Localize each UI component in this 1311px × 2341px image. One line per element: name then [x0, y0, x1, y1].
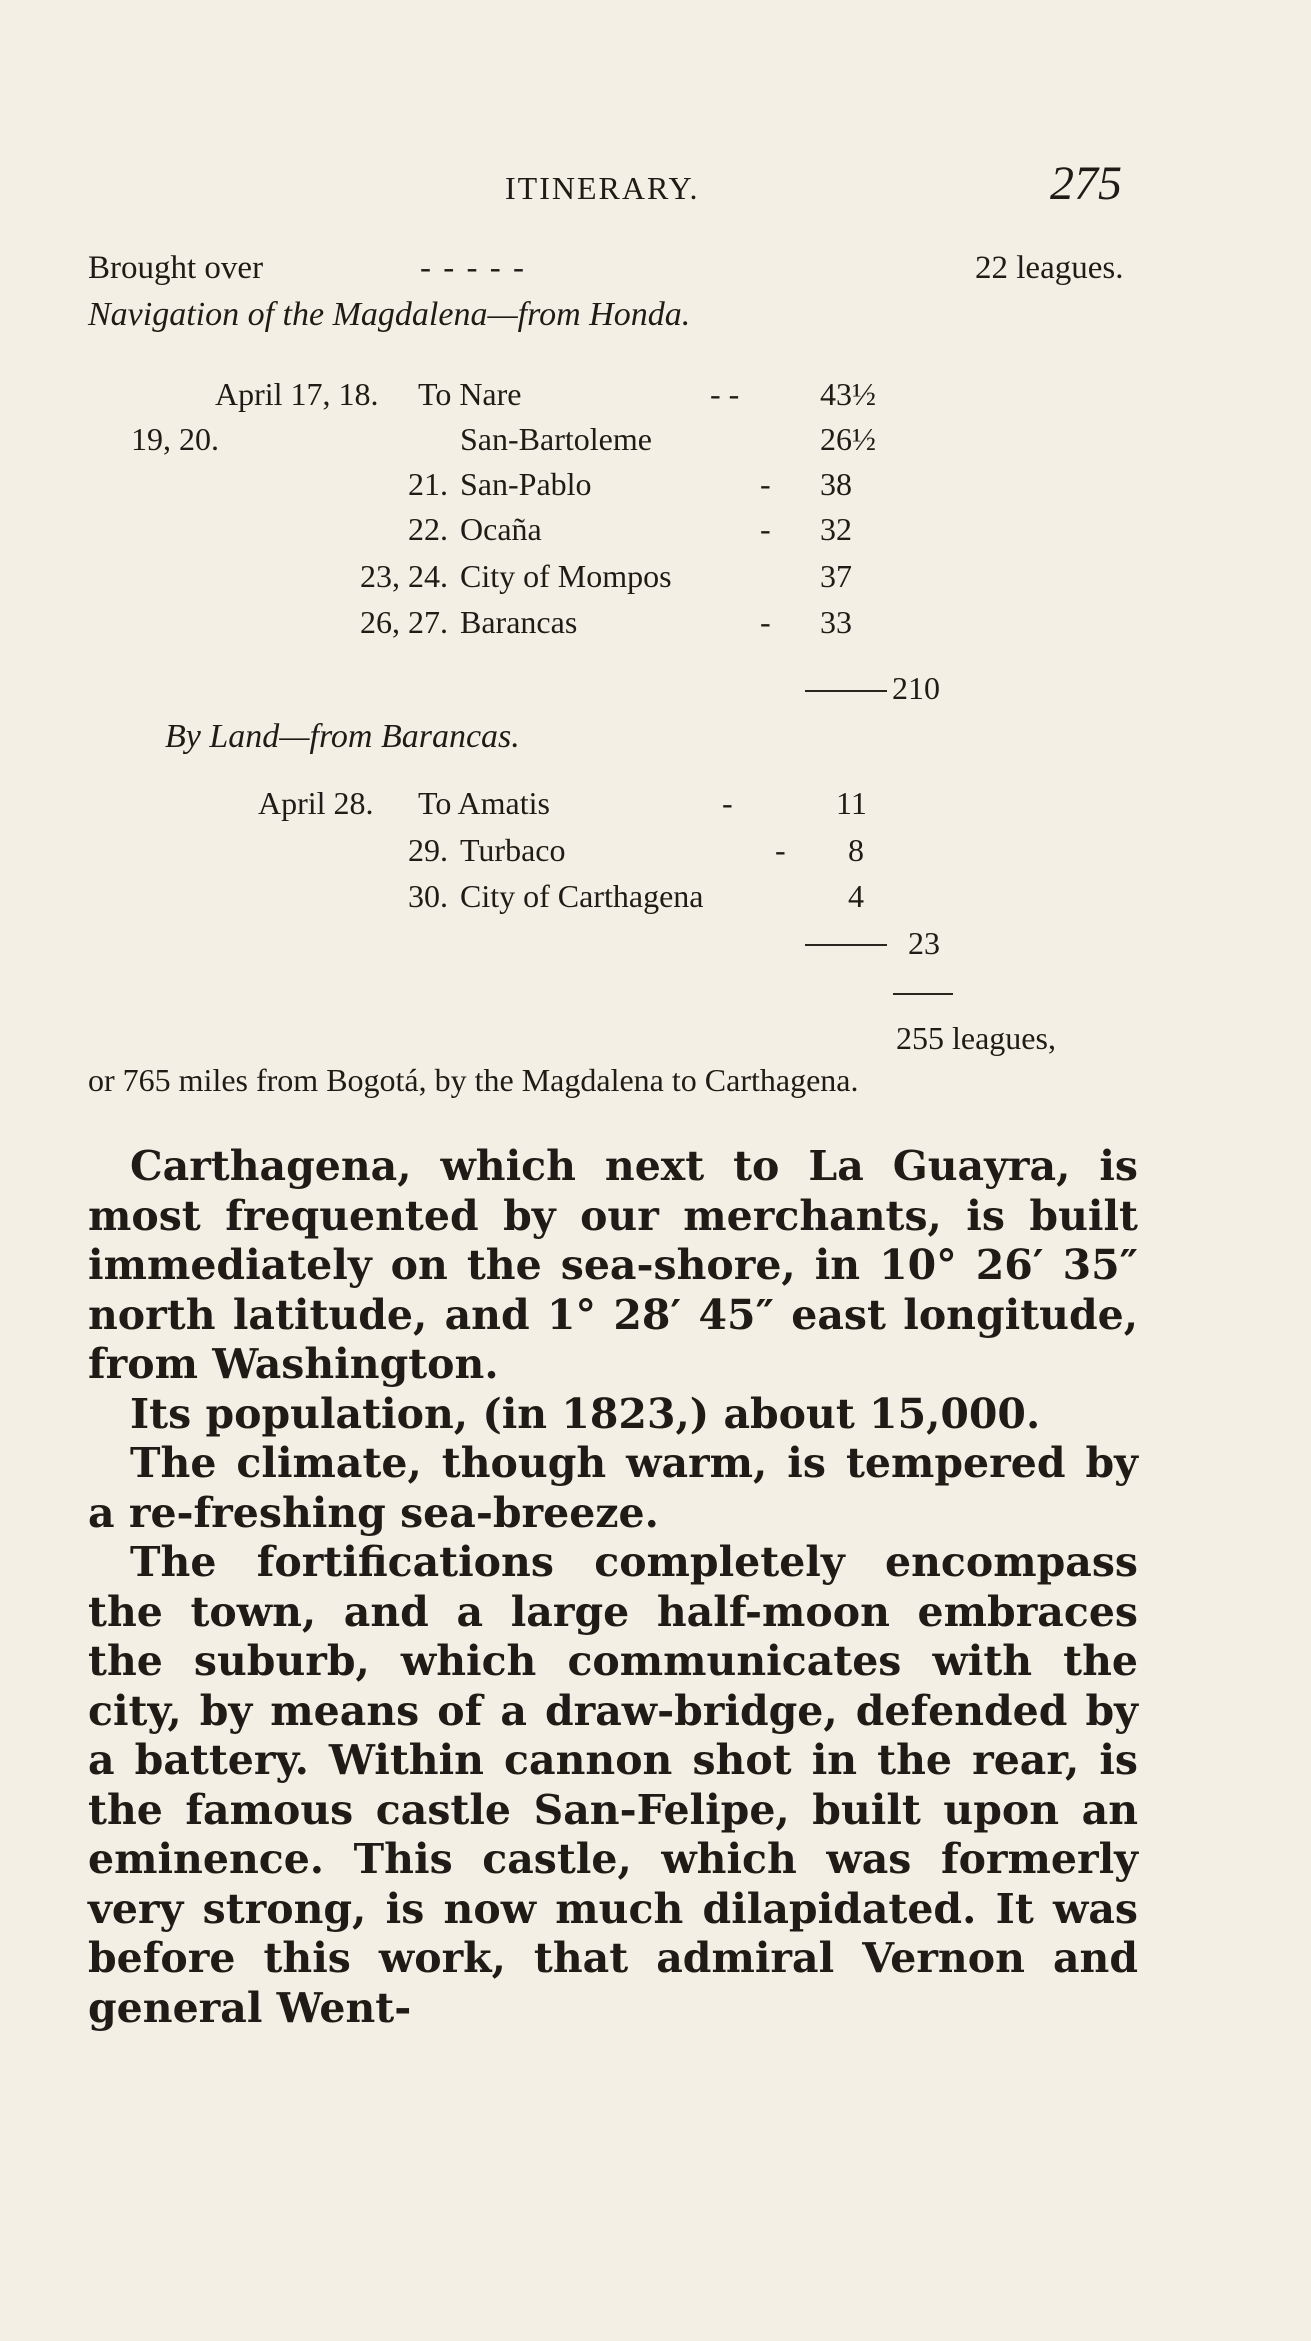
- table-row: [0, 466, 1311, 510]
- page-number: 275: [1050, 157, 1122, 210]
- table-row: [0, 558, 1311, 602]
- paragraph: Carthagena, which next to La Guayra, is most frequented by our merchants, is built immediately on the sea-shore, in 10° 26′ 35″ north latitude, and 1° 28′ 45″ east longitude, from Washington.: [88, 1142, 1138, 1388]
- table-row: [0, 421, 1311, 465]
- running-title: ITINERARY.: [505, 170, 700, 206]
- river-subtotal: 210: [892, 670, 940, 706]
- row-date: 19, 20.: [131, 421, 219, 457]
- paragraph: The climate, though warm, is tempered by a re-freshing sea-breeze.: [88, 1439, 1138, 1537]
- row-leagues: 43½: [820, 376, 876, 412]
- row-leagues: 37: [820, 558, 852, 594]
- row-place: To Amatis: [418, 785, 550, 821]
- row-date: 26, 27.: [360, 604, 448, 640]
- row-leagues: 8: [848, 832, 864, 868]
- paragraph: Its population, (in 1823,) about 15,000.: [130, 1389, 1041, 1438]
- section-heading-land: By Land—from Barancas.: [165, 718, 520, 755]
- row-place: City of Mompos: [460, 558, 672, 594]
- row-place: San-Pablo: [460, 466, 592, 502]
- row-date: April 17, 18.: [215, 376, 379, 412]
- row-dash: -: [760, 511, 771, 547]
- row-place: To Nare: [418, 376, 522, 412]
- row-leagues: 38: [820, 466, 852, 502]
- body-text: [88, 1142, 1138, 2033]
- table-row: [0, 785, 1311, 829]
- row-leagues: 33: [820, 604, 852, 640]
- row-dash: -: [760, 604, 771, 640]
- row-place: Ocaña: [460, 511, 542, 547]
- row-date: 22.: [408, 511, 448, 547]
- row-date: 21.: [408, 466, 448, 502]
- row-dash: - -: [710, 376, 740, 412]
- table-row: [0, 604, 1311, 648]
- row-place: Barancas: [460, 604, 578, 640]
- subtotal-rule: [805, 944, 887, 946]
- paragraph: The fortifications completely encompass the town, and a large half-moon embraces the suburb, which communicates with the city, by means of a draw-bridge, defended by a battery. Within cannon shot in the rear, is the famous castle San-Felipe, built upon an eminence. This castle, which was formerly very strong, is now much dilapidated. It was before this work, that admiral Vernon and general Went-: [88, 1538, 1138, 2032]
- row-date: 29.: [408, 832, 448, 868]
- row-leagues: 26½: [820, 421, 876, 457]
- brought-over-dashes: - - - - -: [420, 250, 526, 286]
- table-row: [0, 832, 1311, 876]
- row-place: City of Carthagena: [460, 878, 704, 914]
- row-leagues: 32: [820, 511, 852, 547]
- total-rule: [893, 993, 953, 995]
- row-date: 23, 24.: [360, 558, 448, 594]
- subtotal-rule: [805, 690, 887, 692]
- row-date: April 28.: [258, 785, 374, 821]
- grand-total: 255 leagues,: [896, 1020, 1056, 1056]
- table-row: [0, 878, 1311, 922]
- row-dash: -: [760, 466, 771, 502]
- table-row: [0, 511, 1311, 555]
- row-leagues: 4: [848, 878, 864, 914]
- brought-over-label: Brought over: [88, 250, 264, 286]
- section-heading-river: Navigation of the Magdalena—from Honda.: [88, 296, 691, 333]
- conversion-line: or 765 miles from Bogotá, by the Magdalena to Carthagena.: [88, 1062, 859, 1098]
- row-place: San-Bartoleme: [460, 421, 652, 457]
- table-row: [0, 376, 1311, 420]
- row-dash: -: [722, 785, 733, 821]
- row-place: Turbaco: [460, 832, 566, 868]
- row-date: 30.: [408, 878, 448, 914]
- row-leagues: 11: [836, 785, 867, 821]
- row-dash: -: [775, 832, 786, 868]
- brought-over-value: 22 leagues.: [975, 250, 1124, 286]
- land-subtotal: 23: [908, 925, 940, 961]
